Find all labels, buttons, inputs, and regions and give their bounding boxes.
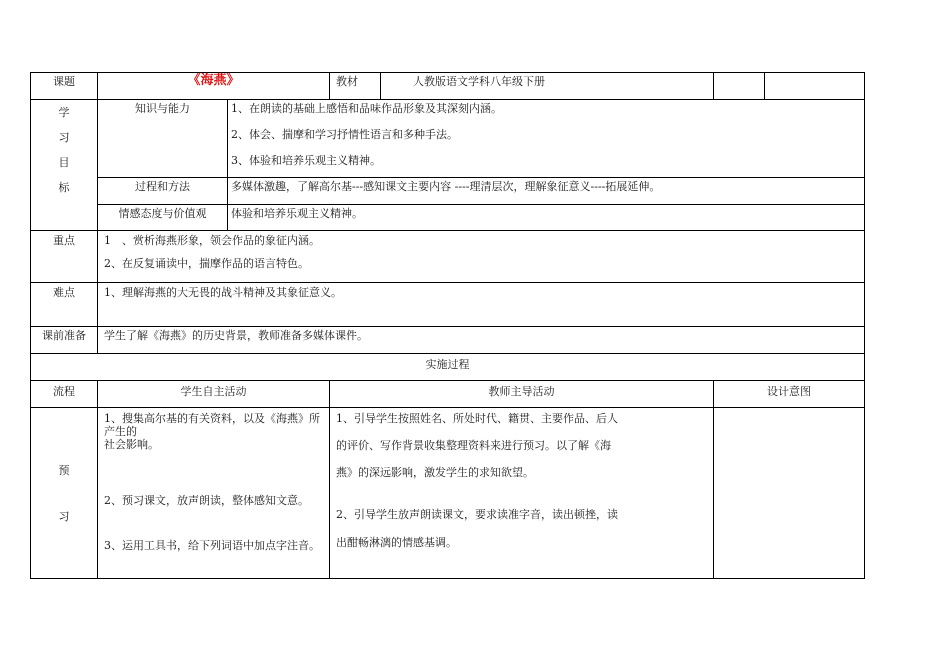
teacher-activity-line: 的评价、写作背景收集整理资料来进行预习。以了解《海	[336, 439, 612, 452]
header-row	[31, 73, 865, 100]
emotion-content: 体验和培养乐观主义精神。	[228, 205, 865, 231]
col-student-header: 学生自主活动	[98, 381, 330, 408]
key-points-content	[98, 231, 865, 283]
stage-preview-label	[31, 408, 98, 579]
implementation-title: 实施过程	[31, 354, 865, 381]
textbook-label: 教材	[330, 73, 381, 100]
difficult-points-content: 1、理解海燕的大无畏的战斗精神及其象征意义。	[98, 283, 865, 327]
col-teacher-header: 教师主导活动	[330, 381, 714, 408]
preparation-row	[31, 327, 865, 354]
student-activity-line: 2、预习课文，放声朗读，整体感知文意。	[104, 494, 309, 507]
objectives-label-char: 目	[58, 156, 70, 169]
stage-label-char: 预	[58, 463, 70, 477]
lesson-title	[98, 73, 330, 100]
teacher-activity-line: 1、引导学生按照姓名、所处时代、籍贯、主要作品、后人	[336, 412, 619, 425]
process-label: 过程和方法	[98, 178, 228, 205]
header-extra-2	[765, 73, 865, 100]
design-intent	[714, 408, 865, 579]
objectives-label-char: 标	[58, 181, 70, 194]
objective-process-row	[31, 178, 865, 205]
header-extra-1	[714, 73, 765, 100]
process-header-row	[31, 381, 865, 408]
student-activity-line: 社会影响。	[104, 438, 159, 451]
student-activity	[98, 408, 330, 579]
key-point-item: 1 、赏析海燕形象，领会作品的象征内涵。	[104, 234, 320, 247]
knowledge-item: 2、体会、揣摩和学习抒情性语言和多种手法。	[231, 128, 458, 141]
lesson-label: 课题	[31, 73, 98, 100]
textbook-value: 人教版语文学科八年级下册	[381, 73, 714, 100]
teacher-activity	[330, 408, 714, 579]
emotion-label: 情感态度与价值观	[98, 205, 228, 231]
knowledge-item: 3、体验和培养乐观主义精神。	[231, 154, 381, 167]
teacher-activity-line: 燕》的深远影响，激发学生的求知欲望。	[336, 466, 535, 479]
teacher-activity-line: 2、引导学生放声朗读课文，要求读准字音，读出顿挫，读	[336, 508, 619, 521]
student-activity-line: 3、运用工具书，给下列词语中加点字注音。	[104, 539, 320, 552]
key-point-item: 2、在反复诵读中，揣摩作品的语言特色。	[104, 257, 309, 270]
student-activity-line: 1、搜集高尔基的有关资料，以及《海燕》所产生的	[104, 412, 320, 438]
implementation-title-row	[31, 354, 865, 381]
preview-stage-row	[31, 408, 865, 579]
stage-label-char: 习	[58, 509, 70, 523]
lesson-plan-table	[30, 72, 865, 579]
process-content: 多媒体激趣，了解高尔基---感知课文主要内容 ----理清层次，理解象征意义----拓展延伸。	[228, 178, 865, 205]
lesson-title-text: 《海燕》	[187, 73, 240, 88]
col-intent-header: 设计意图	[714, 381, 865, 408]
teacher-activity-line: 出酣畅淋漓的情感基调。	[336, 536, 458, 549]
objectives-label	[31, 100, 98, 231]
objectives-label-char: 习	[58, 131, 70, 144]
knowledge-content	[228, 100, 865, 178]
key-points-row	[31, 231, 865, 283]
col-flow-header: 流程	[31, 381, 98, 408]
difficult-points-label: 难点	[31, 283, 98, 327]
objectives-label-char: 学	[58, 106, 70, 119]
key-points-label: 重点	[31, 231, 98, 283]
difficult-points-row	[31, 283, 865, 327]
objective-emotion-row	[31, 205, 865, 231]
knowledge-item: 1、在朗读的基础上感悟和品味作品形象及其深刻内涵。	[231, 102, 502, 115]
objective-knowledge-row	[31, 100, 865, 178]
preparation-content: 学生了解《海燕》的历史背景，教师准备多媒体课件。	[98, 327, 865, 354]
knowledge-label: 知识与能力	[98, 100, 228, 178]
preparation-label: 课前准备	[31, 327, 98, 354]
